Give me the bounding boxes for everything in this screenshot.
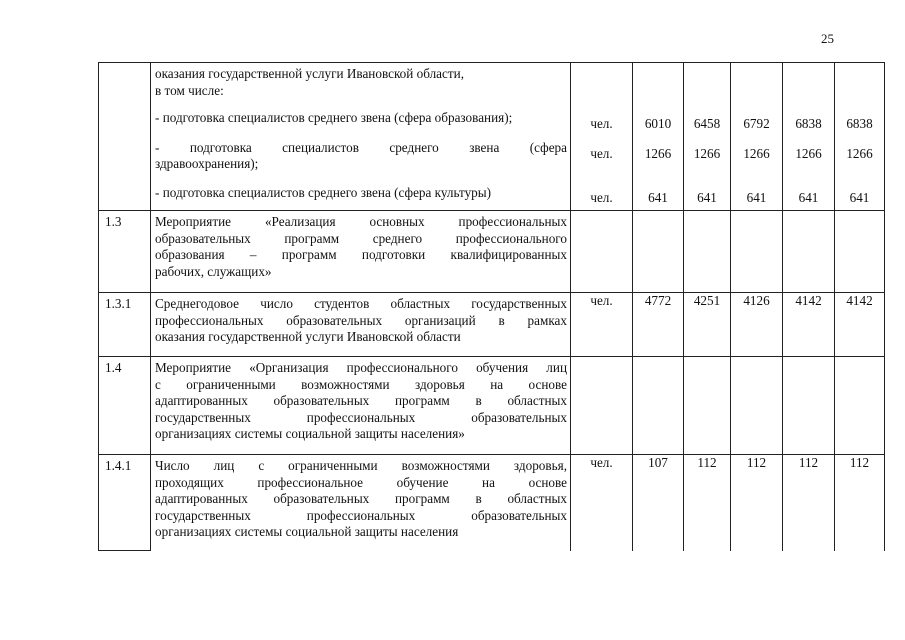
description-cell — [151, 455, 571, 551]
description-cell — [151, 63, 571, 211]
table-row — [99, 63, 885, 211]
value: 6010 — [644, 116, 672, 131]
unit-label: чел. — [590, 145, 613, 161]
unit-cell — [571, 357, 633, 455]
value-cell: 4772 — [633, 293, 684, 357]
table-row — [99, 455, 885, 551]
value-cell: 4126 — [731, 293, 783, 357]
description-line: Мероприятие «Организация профессионального обучения лиц — [155, 360, 567, 375]
value: 1266 — [846, 145, 873, 161]
value-cell — [783, 63, 835, 211]
row-number-cell: 1.4 — [99, 357, 151, 455]
value: 6838 — [846, 116, 873, 131]
description-line: организациях системы социальной защиты населения» — [155, 426, 465, 441]
value: 6792 — [743, 116, 770, 131]
description-line: Мероприятие «Реализация основных профессиональных — [155, 214, 567, 229]
unit-label: чел. — [590, 116, 613, 131]
value-cell — [835, 63, 885, 211]
description-line: оказания государственной услуги Ивановской области — [155, 329, 461, 344]
row-number-cell: 1.4.1 — [99, 455, 151, 551]
description-cell — [151, 357, 571, 455]
unit-cell — [571, 211, 633, 293]
description-line: с ограниченными возможностями здоровья на основе — [155, 376, 567, 392]
description-cell — [151, 211, 571, 293]
value: 1266 — [644, 145, 672, 161]
value: 1266 — [743, 145, 770, 161]
value-cell — [731, 357, 783, 455]
value: 641 — [798, 190, 819, 205]
value-cell — [684, 63, 731, 211]
value-cell — [731, 211, 783, 293]
value: 1266 — [795, 145, 822, 161]
table-row — [99, 357, 885, 455]
description-line: организациях системы социальной защиты населения — [155, 524, 459, 539]
value-cell: 4251 — [684, 293, 731, 357]
description-line: образовательных программ среднего профессионального — [155, 230, 567, 246]
description-line: - подготовка специалистов среднего звена (сфера культуры) — [155, 184, 492, 200]
description-line: в том числе: — [155, 82, 224, 98]
value-cell — [783, 211, 835, 293]
value: 641 — [746, 190, 767, 205]
description-line: адаптированных образовательных программ в областных — [155, 393, 567, 408]
value: 641 — [849, 190, 870, 205]
value-cell — [835, 357, 885, 455]
value-cell — [731, 63, 783, 211]
value-cell: 112 — [835, 455, 885, 551]
description-line: - подготовка специалистов среднего звена (сфера — [155, 139, 567, 155]
description-line: государственных профессиональных образовательных — [155, 507, 567, 523]
description-line: адаптированных образовательных программ в областных — [155, 491, 567, 506]
value-cell — [684, 357, 731, 455]
value-cell: 4142 — [783, 293, 835, 357]
value-cell — [633, 211, 684, 293]
table-row — [99, 293, 885, 357]
description-line: профессиональных образовательных организаций в рамках — [155, 312, 567, 328]
value-cell: 112 — [783, 455, 835, 551]
description-line: образования – программ подготовки квалифицированных — [155, 247, 567, 262]
value: 641 — [697, 190, 717, 205]
value: 641 — [648, 190, 668, 205]
unit-cell: чел. — [571, 293, 633, 357]
unit-cell — [571, 63, 633, 211]
value-cell — [783, 357, 835, 455]
description-line: Число лиц с ограниченными возможностями здоровья, — [155, 458, 567, 473]
indicator-table — [98, 62, 885, 551]
description-line: оказания государственной услуги Ивановской области, — [155, 66, 465, 81]
value-cell: 4142 — [835, 293, 885, 357]
row-number-cell: 1.3.1 — [99, 293, 151, 357]
row-number-cell: 1.3 — [99, 211, 151, 293]
table-row — [99, 211, 885, 293]
value-cell: 112 — [684, 455, 731, 551]
description-line: рабочих, служащих» — [155, 263, 272, 279]
row-number-cell — [99, 63, 151, 211]
value-cell — [633, 63, 684, 211]
description-line: государственных профессиональных образовательных — [155, 409, 567, 425]
value: 6838 — [795, 116, 822, 131]
value-cell — [835, 211, 885, 293]
unit-cell: чел. — [571, 455, 633, 551]
value: 6458 — [693, 116, 721, 131]
description-line: здравоохранения); — [155, 156, 259, 171]
value-cell — [633, 357, 684, 455]
description-line: Среднегодовое число студентов областных государственных — [155, 296, 567, 311]
page-number: 25 — [821, 31, 834, 46]
description-line: проходящих профессиональное обучение на основе — [155, 474, 567, 490]
value-cell: 112 — [731, 455, 783, 551]
description-line: - подготовка специалистов среднего звена (сфера образования); — [155, 110, 513, 125]
value-cell — [684, 211, 731, 293]
unit-label: чел. — [590, 190, 613, 205]
value: 1266 — [693, 145, 721, 161]
value-cell: 107 — [633, 455, 684, 551]
description-cell — [151, 293, 571, 357]
